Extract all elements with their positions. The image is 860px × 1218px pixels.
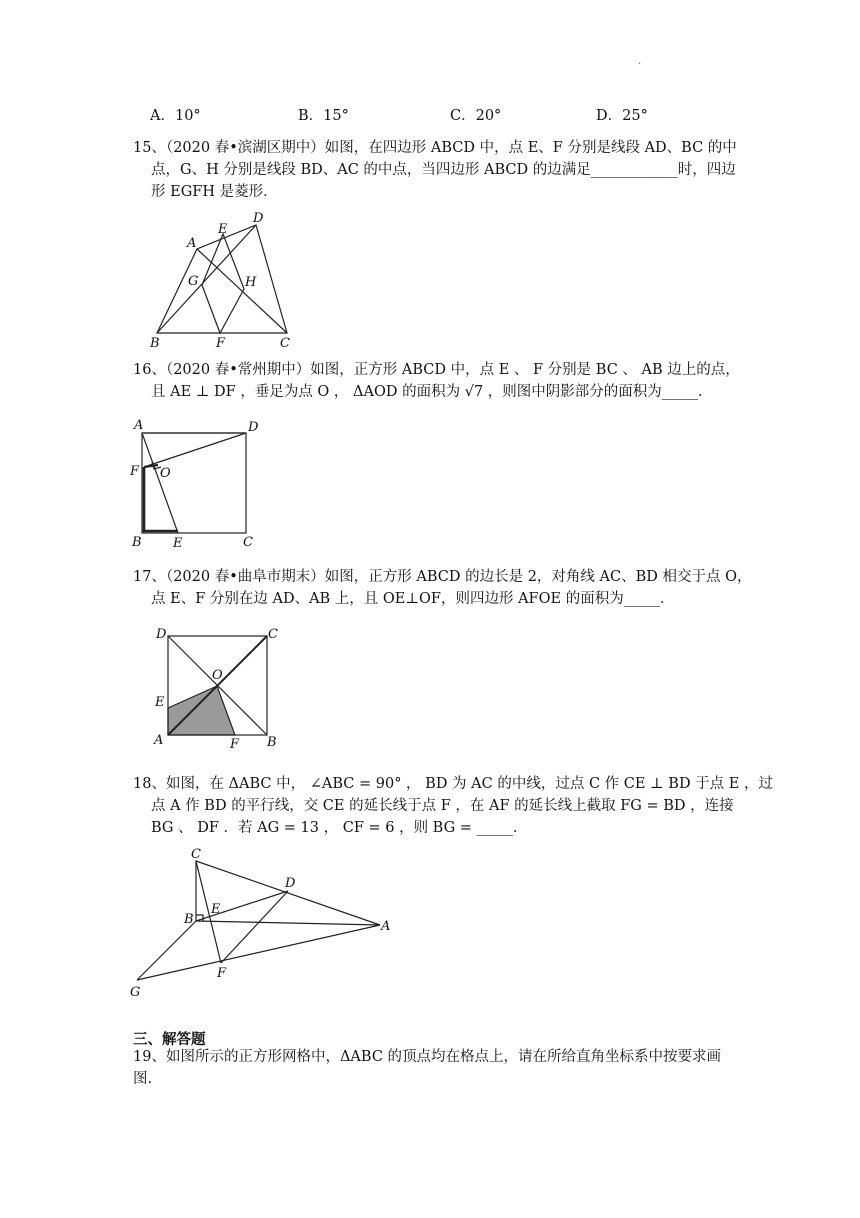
q16-line-1: 16、（2020 春•常州期中）如图，正方形 ABCD 中，点 E 、 F 分别是 BC 、 AB 边上的点， [133,362,740,378]
q17-label-b: B [267,735,277,750]
q16-figure [128,415,263,550]
q18-line-1: 18、如图，在 ΔABC 中， ∠ABC = 90° ， BD 为 AC 的中线，过点 C 作 CE ⊥ BD 于点 E ，过 [133,776,773,792]
q17-line-2: 点 E、F 分别在边 AD、AB 上，且 OE⊥OF，则四边形 AFOE 的面积为_____． [151,591,675,607]
q18-line-3: BG 、 DF ．若 AG = 13 ， CF = 6 ，则 BG = _____． [151,820,528,836]
q15-label-d: D [253,211,264,226]
q16-label-o: O [160,466,171,481]
q17-label-f: F [230,737,240,752]
q15-label-g: G [188,274,199,289]
q15-line-1: 15、（2020 春•滨湖区期中）如图，在四边形 ABCD 中，点 E、F 分别是线段 AD、BC 的中 [133,140,737,156]
q18-label-f: F [217,966,227,981]
q15-label-c: C [280,336,290,351]
q17-label-o: O [212,668,223,683]
q19-line-2: 图. [133,1071,153,1087]
header-dot: . [638,56,642,67]
q15-label-b: B [150,336,160,351]
q15-label-a: A [187,236,197,251]
option-c: C．20° [450,108,502,124]
q17-label-d: D [156,627,167,642]
q18-label-g: G [130,985,141,1000]
q18-label-a: A [381,919,391,934]
option-d: D．25° [596,108,648,124]
q16-line-df [144,433,246,467]
q15-label-f: F [216,336,226,351]
q16-line-2: 且 AE ⊥ DF ，垂足为点 O ， ΔAOD 的面积为 √7 ，则图中阴影部分的面积为_____． [151,384,713,400]
q16-label-d: D [248,420,259,435]
q18-line-2: 点 A 作 BD 的平行线，交 CE 的延长线于点 F ，在 AF 的延长线上截取 FG = BD ，连接 [151,798,734,814]
q18-label-d: D [285,876,296,891]
q15-quad-abcd [157,225,287,333]
q16-line-ae [142,433,178,533]
q17-label-e: E [155,695,165,710]
q16-label-f: F [130,464,140,479]
q15-quad-egfh [202,234,244,333]
option-b: B．15° [298,108,349,124]
q15-label-e: E [218,222,228,237]
q18-label-e: E [211,902,221,917]
q17-label-a: A [154,733,164,748]
section-heading: 三、解答题 [133,1032,206,1048]
q15-line-2: 点，G、H 分别是线段 BD、AC 的中点，当四边形 ABCD 的边满足____________时，四边 [151,162,736,178]
q16-label-c: C [243,535,253,550]
q16-label-a: A [134,418,144,433]
q16-label-e: E [173,536,183,551]
q18-label-c: C [191,847,201,862]
q16-label-b: B [132,535,142,550]
q15-line-3: 形 EGFH 是菱形． [151,184,278,200]
q17-line-1: 17、（2020 春•曲阜市期末）如图，正方形 ABCD 的边长是 2，对角线 AC、BD 相交于点 O， [133,569,752,585]
q17-label-c: C [268,627,278,642]
q18-line-bg [137,921,196,980]
q18-line-ag [137,925,380,980]
q15-figure [140,205,310,350]
option-a: A．10° [150,108,201,124]
q18-triangle-abc [196,861,380,925]
q15-label-h: H [245,275,257,290]
q17-figure [150,624,285,752]
q16-square-abcd [142,433,246,533]
q18-label-b: B [184,912,194,927]
q19-line-1: 19、如图所示的正方形网格中，ΔABC 的顶点均在格点上，请在所给直角坐标系中按要求画 [133,1049,722,1065]
q18-figure [125,843,400,998]
